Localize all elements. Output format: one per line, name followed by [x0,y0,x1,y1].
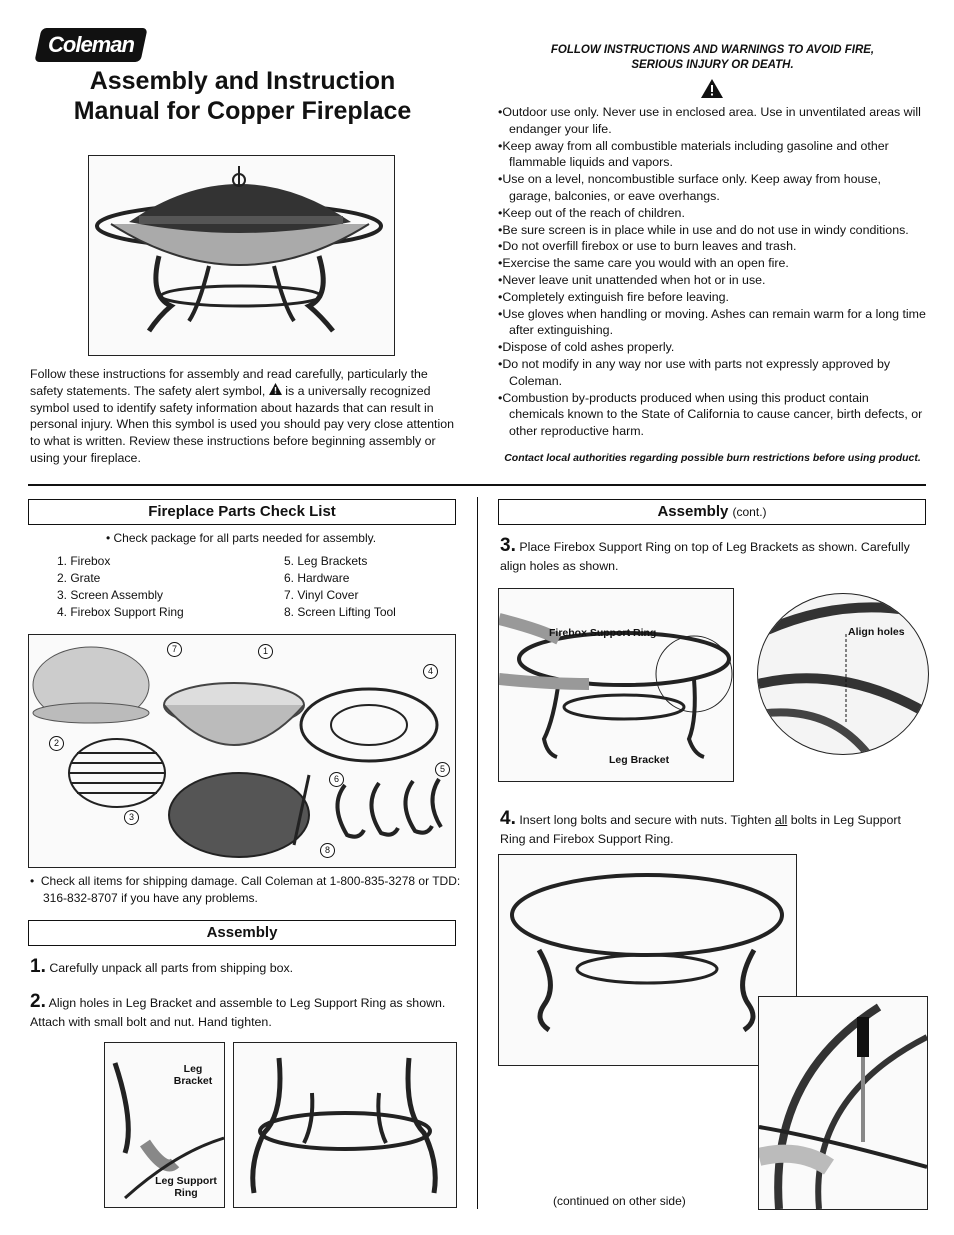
callout-3: 3 [124,810,139,825]
step-1-number: 1. [30,956,46,977]
part-item: 6. Hardware [284,571,350,585]
warning-item: • Do not overfill firebox or use to burn leaves and trash. [498,238,926,255]
shipping-note: • Check all items for shipping damage. Call Coleman at 1-800-835-3278 or TDD: 316-832-8707 if you have any problems. [30,874,461,905]
step2-photo-left [104,1042,225,1208]
parts-illustration [28,634,456,868]
step4-photo [498,854,797,1066]
step4-detail-photo [758,996,928,1210]
warning-item: • Combustion by-products produced when using this product contain chemicals known to the State of California to cause cancer, birth defects, or other reproductive harm. [498,390,926,440]
title-line-2: Manual for Copper Fireplace [73,97,412,125]
callout-6: 6 [329,772,344,787]
label-leg-support-ring [149,1175,223,1199]
callout-5: 5 [435,762,450,777]
label-leg-bracket-line-2: Bracket [173,1075,213,1087]
warning-triangle-icon [701,79,723,98]
section-divider [28,484,926,486]
step-4-text-b: bolts in Leg Support Ring and Firebox Support Ring. [500,813,901,846]
intro-paragraph [30,366,456,467]
step-1-text: Carefully unpack all parts from shipping box. [49,961,294,975]
label-leg-support-line-1: Leg Support [155,1175,217,1187]
label-align-holes: Align holes [848,626,905,638]
label-leg-bracket-line-1: Leg [183,1063,203,1075]
parts-list-right [284,553,396,621]
callout-4: 4 [423,664,438,679]
intro-text-d: symbol used to identify safety information about hazards that can result in personal injury. When this symbol is used you should pay very close attention to what is written. Review these instructions before beginning assembly or using your fireplace. [30,400,455,465]
warning-item: • Exercise the same care you would with an open fire. [498,255,926,272]
step-4-text-a: Insert long bolts and secure with nuts. Tighten [519,813,772,827]
part-item: 3. Screen Assembly [57,588,164,602]
warning-item: • Never leave unit unattended when hot or in use. [498,272,926,289]
label-leg-bracket-step3: Leg Bracket [609,754,670,766]
warning-line-2: SERIOUS INJURY OR DEATH. [631,59,794,71]
step-2 [30,993,456,1031]
step-3 [500,537,926,575]
warning-item: • Keep out of the reach of children. [498,205,926,222]
part-item: 2. Grate [57,571,101,585]
shipping-note-text: Check all items for shipping damage. Call Coleman at 1-800-835-3278 or TDD: 316-832-8707 if you have any problems. [40,874,461,905]
assembly-cont-title: Assembly [657,503,729,520]
coleman-logo [34,28,147,62]
step-2-number: 2. [30,991,46,1012]
callout-1: 1 [258,644,273,659]
fireplace-photo [88,155,395,356]
part-item: 5. Leg Brackets [284,554,368,568]
warning-item: • Do not modify in any way nor use with parts not expressly approved by Coleman. [498,356,926,390]
contact-note: Contact local authorities regarding possible burn restrictions before using product. [504,452,921,464]
parts-list-left [57,553,184,621]
warning-item: • Outdoor use only. Never use in enclosed area. Use in unventilated areas will endanger your life. [498,104,926,138]
warning-item: • Be sure screen is in place while in use and do not use in windy conditions. [498,222,926,239]
warning-header [500,43,925,73]
intro-text-a: Follow these instructions for assembly and read carefully, particularly the [30,367,428,381]
step-4-number: 4. [500,808,516,829]
assembly-cont-heading [498,499,926,525]
step3-photo [498,588,734,782]
warning-item: • Completely extinguish fire before leaving. [498,289,926,306]
warning-list [498,104,926,440]
part-item: 1. Firebox [57,554,111,568]
page-title [30,66,455,126]
title-line-1: Assembly and Instruction [89,67,396,95]
parts-heading: Fireplace Parts Check List [28,499,456,525]
warning-line-1: FOLLOW INSTRUCTIONS AND WARNINGS TO AVOID FIRE, [550,44,875,56]
label-leg-support-line-2: Ring [174,1187,198,1199]
part-item: 4. Firebox Support Ring [57,605,184,619]
step-4-text-all: all [774,813,788,827]
intro-text-b: safety statements. The safety alert symbol, [30,383,266,398]
warning-item: • Use gloves when handling or moving. Ashes can remain warm for a long time after extinguishing. [498,306,926,340]
step-4 [500,810,926,848]
align-holes-detail [757,593,929,755]
step-2-text: Align holes in Leg Bracket and assemble to Leg Support Ring as shown. Attach with small bolt and nut. Hand tighten. [30,996,446,1029]
step2-photo-right [233,1042,457,1208]
column-divider [477,497,478,1209]
continued-note: (continued on other side) [553,1194,686,1208]
label-leg-bracket [167,1063,219,1087]
callout-8: 8 [320,843,335,858]
intro-text-c: is a universally recognized [285,383,431,398]
callout-7: 7 [167,642,182,657]
safety-alert-icon [269,383,282,395]
assembly-cont-suffix: (cont.) [732,505,767,519]
part-item: 8. Screen Lifting Tool [284,605,396,619]
parts-note: • Check package for all parts needed for assembly. [105,531,377,545]
label-firebox-support-ring: Firebox Support Ring [549,627,657,639]
step-1 [30,958,456,978]
warning-item: • Dispose of cold ashes properly. [498,339,926,356]
warning-item: • Keep away from all combustible materials including gasoline and other flammable liquids and vapors. [498,138,926,172]
brand-name: Coleman [48,32,134,57]
part-item: 7. Vinyl Cover [284,588,359,602]
callout-2: 2 [49,736,64,751]
step-3-number: 3. [500,535,516,556]
warning-item: • Use on a level, noncombustible surface only. Keep away from house, garage, balconies, or eave overhangs. [498,171,926,205]
assembly-heading: Assembly [28,920,456,946]
step-3-text: Place Firebox Support Ring on top of Leg Brackets as shown. Carefully align holes as shown. [500,540,910,573]
